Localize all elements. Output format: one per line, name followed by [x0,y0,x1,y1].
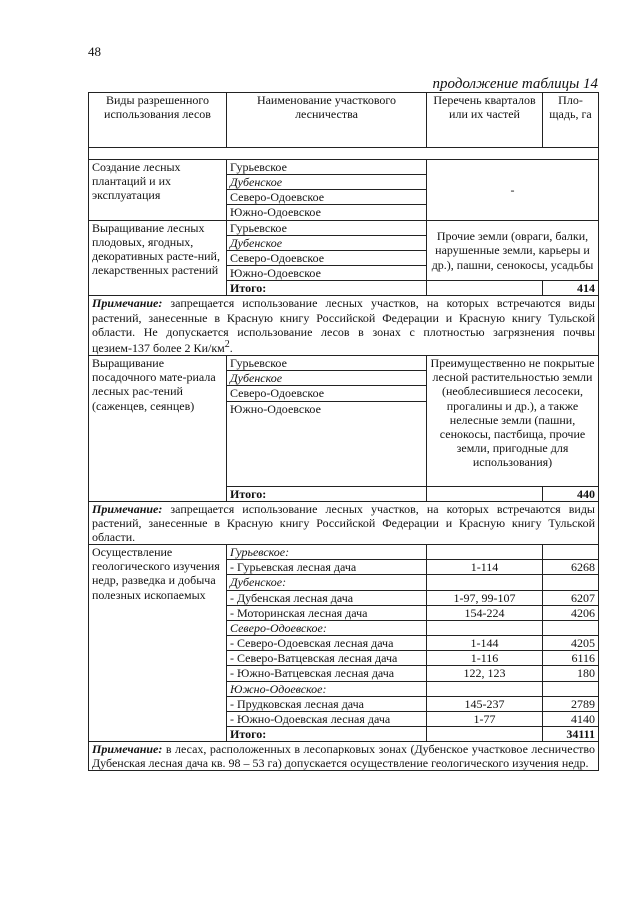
area-value: 4206 [543,605,599,620]
total-value: 34111 [543,727,599,742]
quarters-cell: Преимущественно не покрытые лесной растительностью земли (необлесившиеся лесосеки, прогалины и др.), а также нелесные земли (пашни, сенокосы, пастбища, прочие земли, пригодные для использования) [427,356,599,486]
forest-dacha-name: - Южно-Одоевская лесная дача [227,711,427,726]
area-value: 6207 [543,590,599,605]
table-row [89,220,599,235]
forestry-cell: Южно-Одоевское [227,401,427,486]
header-area: Пло-щадь, га [543,93,599,148]
note-cell [89,296,599,356]
forest-dacha-name: - Гурьевская лесная дача [227,560,427,575]
forestry-cell: Гурьевское [227,160,427,175]
area-value: 2789 [543,696,599,711]
quarters-value: 1-116 [427,651,543,666]
forestry-group-label: Северо-Одоевское: [227,620,427,635]
page-number: 48 [88,44,101,59]
area-value: 180 [543,666,599,681]
header-use-type: Виды разрешенного использования лесов [89,93,227,148]
note-text: в лесах, расположенных в лесопарковых зонах (Дубенское участковое лесничество Дубенская лесная дача кв. 98 – 53 га) допускается осуществление геологического изучения недр. [92,742,595,771]
forestry-cell: Южно-Одоевское [227,205,427,220]
note-text: запрещается использование лесных участков, на которых встречаются виды растений, занесенные в Красную книгу Российской Федерации и Красную книгу Тульской области. [92,501,595,544]
use-type-cell: Создание лесных плантаций и их эксплуатация [89,160,227,221]
forestry-group-label: Южно-Одоевское: [227,681,427,696]
forestry-cell: Гурьевское [227,356,427,371]
table-row [89,356,599,371]
forest-dacha-name: - Южно-Ватцевская лесная дача [227,666,427,681]
quarters-value: 145-237 [427,696,543,711]
forestry-group-label: Дубенское: [227,575,427,590]
blank-row [89,148,599,160]
note-label: Примечание: [92,501,163,516]
area-value: 4140 [543,711,599,726]
forest-dacha-name: - Северо-Одоевская лесная дача [227,636,427,651]
header-forestry-name: Наименование участкового лесничества [227,93,427,148]
forest-dacha-name: - Дубенская лесная дача [227,590,427,605]
table-row [89,160,599,175]
total-value: 440 [543,486,599,501]
note-end: . [229,340,233,355]
forestry-cell: Дубенское [227,235,427,250]
total-label: Итого: [227,281,427,296]
forestry-cell: Дубенское [227,371,427,386]
forestry-cell: Северо-Одоевское [227,386,427,401]
total-value: 414 [543,281,599,296]
quarters-value: 1-144 [427,636,543,651]
quarters-value: 1-97, 99-107 [427,590,543,605]
quarters-value: 1-77 [427,711,543,726]
quarters-value: 154-224 [427,605,543,620]
forest-dacha-name: - Северо-Ватцевская лесная дача [227,651,427,666]
table-continuation-caption: продолжение таблицы 14 [432,76,598,92]
note-label: Примечание: [92,296,163,311]
quarters-cell: Прочие земли (овраги, балки, нарушенные земли, карьеры и др.), пашни, сенокосы, усадьбы [427,220,599,281]
use-type-cell: Выращивание посадочного мате-риала лесных рас-тений (саженцев, сеянцев) [89,356,227,502]
area-value: 4205 [543,636,599,651]
forest-use-table [88,92,599,771]
total-label: Итого: [227,486,427,501]
note-row [89,296,599,356]
table-row [89,545,599,560]
note-superscript: 2 [224,338,230,350]
note-row [89,742,599,771]
forest-dacha-name: - Прудковская лесная дача [227,696,427,711]
area-value: 6116 [543,651,599,666]
forestry-cell: Гурьевское [227,220,427,235]
forestry-cell: Южно-Одоевское [227,266,427,281]
note-text: запрещается использование лесных участков, на которых встречаются виды растений, занесенные в Красную книгу Российской Федерации и Красную книгу Тульской области. Не допускается использование лесов в зонах с плотностью загрязнения почвы цезием-137 более 2 Ки/км [92,296,595,355]
use-type-cell: Осуществление геологического изучения недр, разведка и добыча полезных ископаемых [89,545,227,742]
forestry-cell: Дубенское [227,175,427,190]
note-cell [89,501,599,544]
area-value: 6268 [543,560,599,575]
total-label: Итого: [227,727,427,742]
forestry-cell: Северо-Одоевское [227,190,427,205]
note-label: Примечание: [92,742,163,757]
forestry-group-label: Гурьевское: [227,545,427,560]
note-cell [89,742,599,771]
forest-dacha-name: - Моторинская лесная дача [227,605,427,620]
quarters-value: 1-114 [427,560,543,575]
header-quarters: Перечень кварталов или их частей [427,93,543,148]
quarters-cell: - [427,160,599,221]
quarters-value: 122, 123 [427,666,543,681]
note-row [89,501,599,544]
forestry-cell: Северо-Одоевское [227,250,427,265]
table-header-row [89,93,599,148]
use-type-cell: Выращивание лесных плодовых, ягодных, декоративных расте-ний, лекарственных растений [89,220,227,296]
